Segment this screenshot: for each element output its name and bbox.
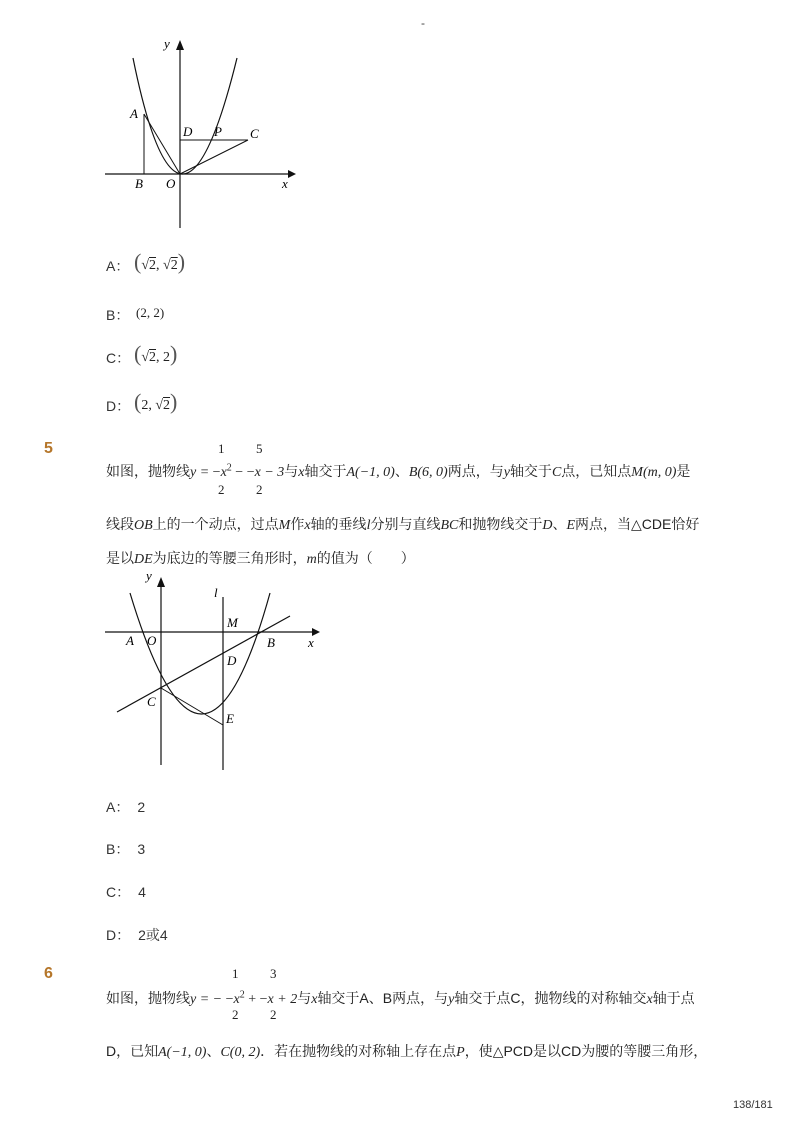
q5-y-arrow [157, 577, 165, 587]
q4-label-x: x [282, 176, 288, 191]
q5-label-A: A [126, 633, 134, 648]
q5-label-B: B [267, 635, 275, 650]
q6-frac2-num: 3 [270, 966, 277, 981]
q6-frac2-den: 2 [270, 1007, 277, 1022]
q4-label-D: D [183, 124, 193, 139]
q5-line-BC [117, 616, 290, 712]
q4-option-D-letter: D： [106, 398, 131, 414]
q5-line3: 是以DE为底边的等腰三角形时，m的值为（ ） [106, 550, 415, 567]
q5-option-C-value: 4 [138, 884, 146, 900]
q5-option-B-value: 3 [137, 841, 146, 857]
q4-graph [100, 30, 300, 230]
q5-frac1-num: 1 [218, 441, 225, 456]
q4-segment-AO [144, 114, 180, 174]
q4-option-C-value: (√2, 2) [134, 341, 178, 366]
q5-option-C-letter: C： [106, 884, 131, 900]
q5-option-D-value: 2或4 [138, 927, 168, 943]
q6-line1: 如图，抛物线y = − $-x^2 + -x + 2$与x轴交于A、B两点，与y轴交于点C，抛物线的对称轴交x轴于点 [106, 989, 695, 1007]
q6-frac1-den: 2 [232, 1007, 239, 1022]
q5-segment-CE [161, 688, 223, 725]
q4-y-arrow [176, 40, 184, 50]
q5-option-D[interactable] [106, 925, 168, 945]
q4-label-y: y [164, 36, 170, 51]
q5-label-D: D [227, 653, 237, 668]
q5-frac1-den: 2 [218, 482, 225, 497]
q4-segment-OC [180, 140, 248, 174]
q6-frac1-num: 1 [232, 966, 239, 981]
q4-option-A-letter: A： [106, 258, 130, 274]
q5-option-A-value: 2 [137, 799, 146, 815]
q4-option-D-value: (2, √2) [134, 389, 178, 414]
q5-line1: 如图，抛物线$y = -x^2 - -x - 3$与x轴交于A(−1, 0)、B(6, 0)两点，与y轴交于C点，已知点M(m, 0)是 [106, 462, 691, 480]
q5-frac2-den: 2 [256, 482, 263, 497]
q4-option-A[interactable] [106, 256, 129, 276]
q4-label-B: B [135, 176, 143, 191]
q4-option-B-value: (2, 2) [136, 305, 165, 320]
q5-option-A[interactable] [106, 797, 145, 817]
q4-option-A-value: (√2, √2) [134, 249, 186, 274]
q4-label-P: P [214, 124, 222, 139]
q4-option-B[interactable] [106, 305, 129, 325]
q4-label-A: A [130, 106, 138, 121]
q5-frac2-num: 5 [256, 441, 263, 456]
q5-option-D-letter: D： [106, 927, 131, 943]
q5-option-C[interactable] [106, 882, 146, 902]
q5-label-O: O [147, 633, 157, 648]
q4-option-D[interactable] [106, 396, 130, 416]
q5-label-M: M [227, 615, 238, 630]
q5-label-x: x [308, 635, 314, 650]
q4-label-C: C [250, 126, 259, 141]
q4-parabola [133, 58, 237, 174]
q6-number: 6 [44, 965, 53, 982]
top-mark: - [421, 16, 425, 30]
q5-option-A-letter: A： [106, 799, 130, 815]
q4-option-C[interactable] [106, 348, 130, 368]
q6-line2: D，已知A(−1, 0)、C(0, 2)．若在抛物线的对称轴上存在点P，使△PCD是以CD为腰的等腰三角形， [106, 1043, 708, 1060]
q5-option-B-letter: B： [106, 841, 130, 857]
page-number: 138/181 [733, 1099, 773, 1111]
q5-label-E: E [226, 711, 234, 726]
q4-x-arrow [288, 170, 296, 178]
q5-label-l: l [214, 585, 218, 600]
q5-graph [100, 565, 330, 775]
q5-number: 5 [44, 440, 53, 457]
q4-option-C-letter: C： [106, 350, 131, 366]
q5-option-B[interactable] [106, 839, 145, 859]
q4-label-O: O [166, 176, 176, 191]
q5-label-y: y [146, 568, 152, 583]
q5-label-C: C [147, 694, 156, 709]
q5-line2: 线段OB上的一个动点，过点M作x轴的垂线l分别与直线BC和抛物线交于D、E两点，当△CDE恰好 [106, 516, 700, 533]
q4-option-B-letter: B： [106, 307, 130, 323]
